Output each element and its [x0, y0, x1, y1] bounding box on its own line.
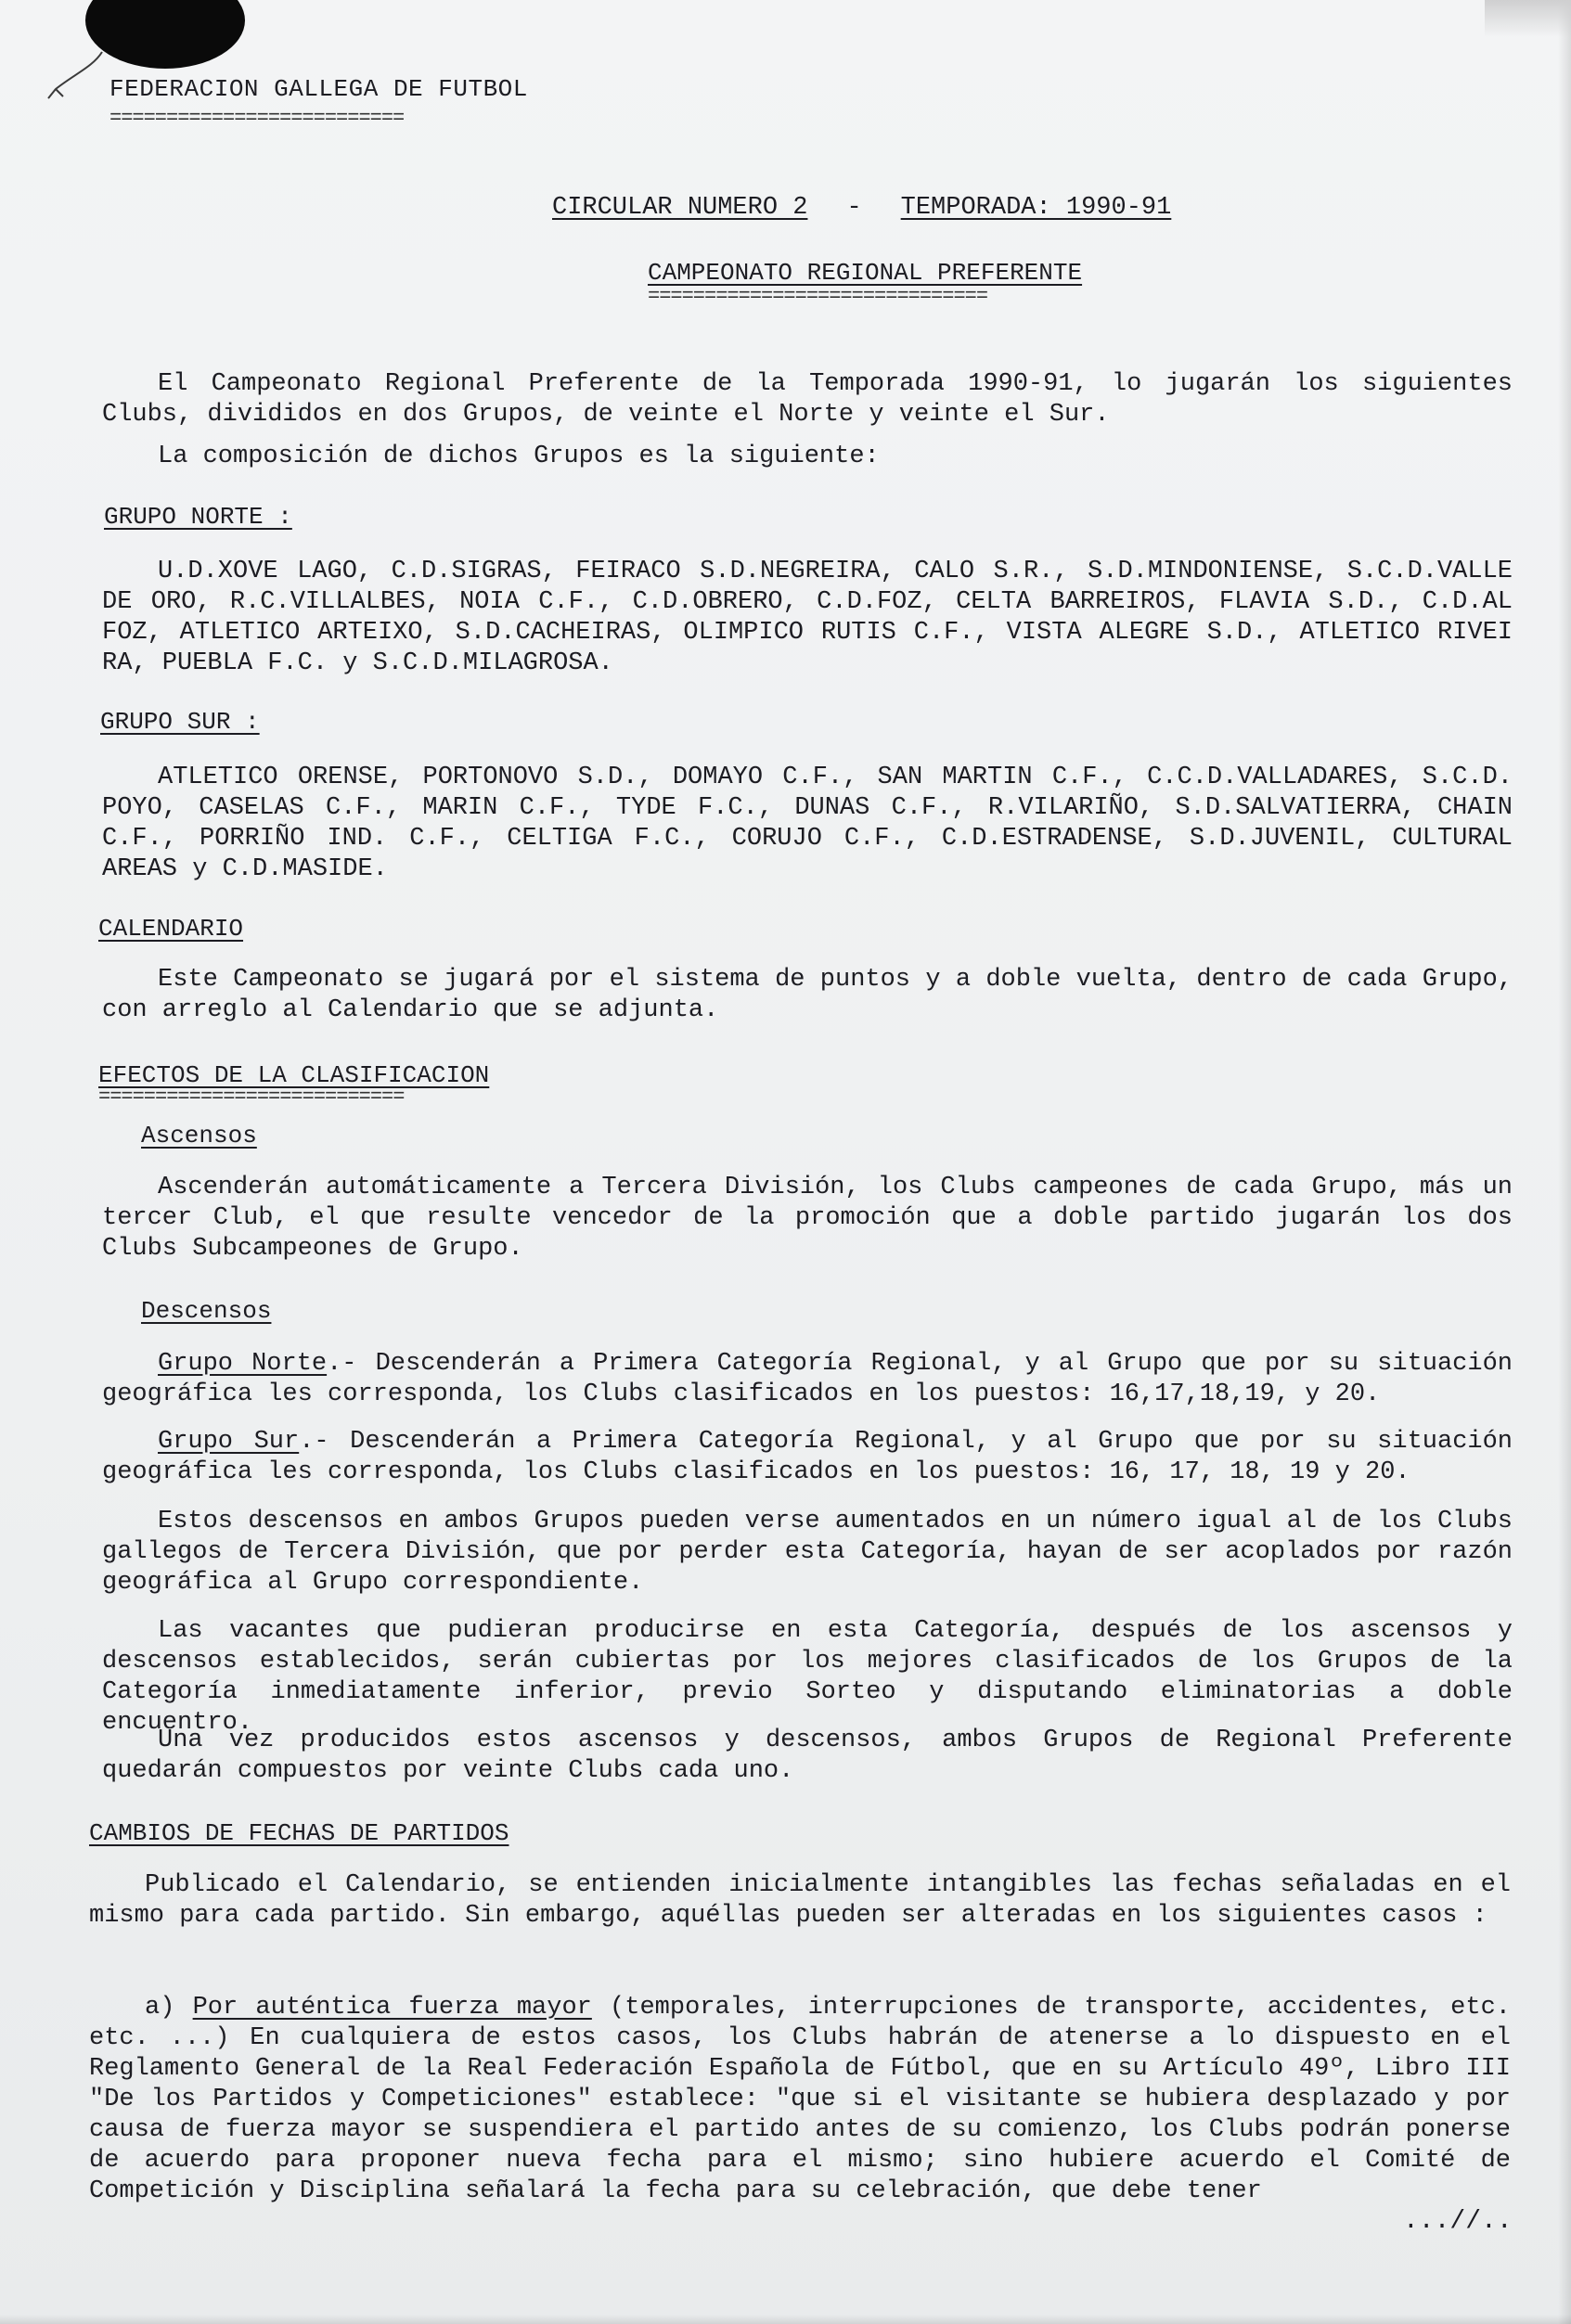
continuation-mark: ...//..: [1403, 2207, 1513, 2236]
grupo-norte-clubs: U.D.XOVE LAGO, C.D.SIGRAS, FEIRACO S.D.NEGREIRA, CALO S.R., S.D.MINDONIENSE, S.C.D.VALLE DE ORO, R.C.VILLALBES, NOIA C.F., C.D.OBRERO, C.D.FOZ, CELTA BARREIROS, FLAVIA S.D., C.D.AL FOZ, ATLETICO ARTEIXO, S.D.CACHEIRAS, OLIMPICO RUTIS C.F., VISTA ALEGRE S.D., ATLETICO RIVEI RA, PUEBLA F.C. y S.C.D.MILAGROSA.: [102, 558, 1513, 677]
descensos-heading: Descensos: [141, 1297, 272, 1325]
descenso-norte-text: .- Descenderán a Primera Categoría Regional, y al Grupo que por su situación geográfica les corresponda, los Clubs clasificados en los puestos: 16,17,18,19, y 20.: [102, 1350, 1513, 1408]
championship-title: CAMPEONATO REGIONAL PREFERENTE: [648, 259, 1083, 287]
vacantes-paragraph: Las vacantes que pudieran producirse en esta Categoría, después de los ascensos y descensos establecidos, serán cubiertas por los mejores clasificados de los Grupos de la Categoría inmediatamente inferior, previo Sorteo y disputando eliminatorias a doble encuentro.: [102, 1617, 1513, 1737]
intro-paragraph: El Campeonato Regional Preferente de la Temporada 1990-91, lo jugarán los siguientes Clubs, divididos en dos Grupos, de veinte el Norte y veinte el Sur.: [102, 370, 1513, 429]
circular-line: [552, 193, 1171, 224]
page-bottom-shadow: [0, 2315, 1571, 2324]
efectos-rule: ===========================: [98, 1090, 405, 1105]
item-a-label: Por auténtica fuerza mayor: [192, 1994, 592, 2022]
circular-separator: -: [846, 194, 862, 222]
organization-name: FEDERACION GALLEGA DE FUTBOL: [109, 75, 528, 103]
item-a-prefix: a): [145, 1994, 193, 2022]
efectos-heading: EFECTOS DE LA CLASIFICACION: [98, 1061, 490, 1089]
organization-rule: ==========================: [109, 111, 405, 126]
grupo-norte-label: Grupo Norte: [158, 1350, 328, 1378]
corner-smudge: [1485, 0, 1571, 37]
intro-composition: La composición de dichos Grupos es la siguiente:: [158, 443, 880, 470]
grupo-sur-heading: GRUPO SUR :: [100, 708, 260, 736]
grupo-sur-label: Grupo Sur: [158, 1428, 300, 1456]
ascensos-heading: Ascensos: [141, 1122, 257, 1149]
item-a-paragraph: [89, 1993, 1511, 2207]
grupo-norte-heading: GRUPO NORTE :: [104, 503, 292, 531]
cambios-text: Publicado el Calendario, se entienden inicialmente intangibles las fechas señaladas en el mismo para cada partido. Sin embargo, aquéllas pueden ser alteradas en los siguientes casos :: [89, 1871, 1511, 1930]
composicion-paragraph: Una vez producidos estos ascensos y descensos, ambos Grupos de Regional Preferente quedarán compuestos por veinte Clubs cada uno.: [102, 1727, 1513, 1785]
calendario-heading: CALENDARIO: [98, 915, 244, 943]
ascensos-text: Ascenderán automáticamente a Tercera División, los Clubs campeones de cada Grupo, más un tercer Club, el que resulte vencedor de la promoción que a doble partido jugarán los dos Clubs Subcampeones de Grupo.: [102, 1174, 1513, 1263]
aumento-paragraph: Estos descensos en ambos Grupos pueden verse aumentados en un número igual al de los Clubs gallegos de Tercera División, que por perder esta Categoría, hayan de ser acoplados por razón geográfica al Grupo correspondiente.: [102, 1508, 1513, 1597]
championship-rule: ==============================: [648, 289, 988, 304]
page-edge-shadow: [1558, 0, 1571, 2324]
descenso-norte: [102, 1349, 1513, 1410]
cambios-heading: CAMBIOS DE FECHAS DE PARTIDOS: [89, 1819, 509, 1847]
corner-tear-icon: [37, 48, 111, 113]
grupo-sur-clubs: ATLETICO ORENSE, PORTONOVO S.D., DOMAYO C.F., SAN MARTIN C.F., C.C.D.VALLADARES, S.C.D. POYO, CASELAS C.F., MARIN C.F., TYDE F.C., DUNAS C.F., R.VILARIÑO, S.D.SALVATIERRA, CHAIN C.F., PORRIÑO IND. C.F., CELTIGA F.C., CORUJO C.F., C.D.ESTRADENSE, S.D.JUVENIL, CULTURAL AREAS y C.D.MASIDE.: [102, 764, 1513, 883]
descenso-sur-text: .- Descenderán a Primera Categoría Regional, y al Grupo que por su situación geográfica les corresponda, los Clubs clasificados en los puestos: 16, 17, 18, 19 y 20.: [102, 1428, 1513, 1486]
descenso-sur: [102, 1427, 1513, 1488]
calendario-text: Este Campeonato se jugará por el sistema de puntos y a doble vuelta, dentro de cada Grupo, con arreglo al Calendario que se adjunta.: [102, 966, 1513, 1024]
season-label: TEMPORADA: 1990-91: [900, 194, 1172, 222]
circular-number: CIRCULAR NUMERO 2: [552, 194, 808, 222]
item-a-text: (temporales, interrupciones de transporte, accidentes, etc. etc. ...) En cualquiera de estos casos, los Clubs habrán de atenerse a lo dispuesto en el Reglamento General de la Real Federación Española de Fútbol, que en su Artículo 49º, Libro III "De los Partidos y Competiciones" establece: "que si el visitante se hubiera desplazado y por causa de fuerza mayor se suspendiera el partido antes de su comienzo, los Clubs podrán ponerse de acuerdo para proponer nueva fecha para el mismo; sino hubiere acuerdo el Comité de Competición y Disciplina señalará la fecha para su celebración, que debe tener: [89, 1994, 1511, 2205]
